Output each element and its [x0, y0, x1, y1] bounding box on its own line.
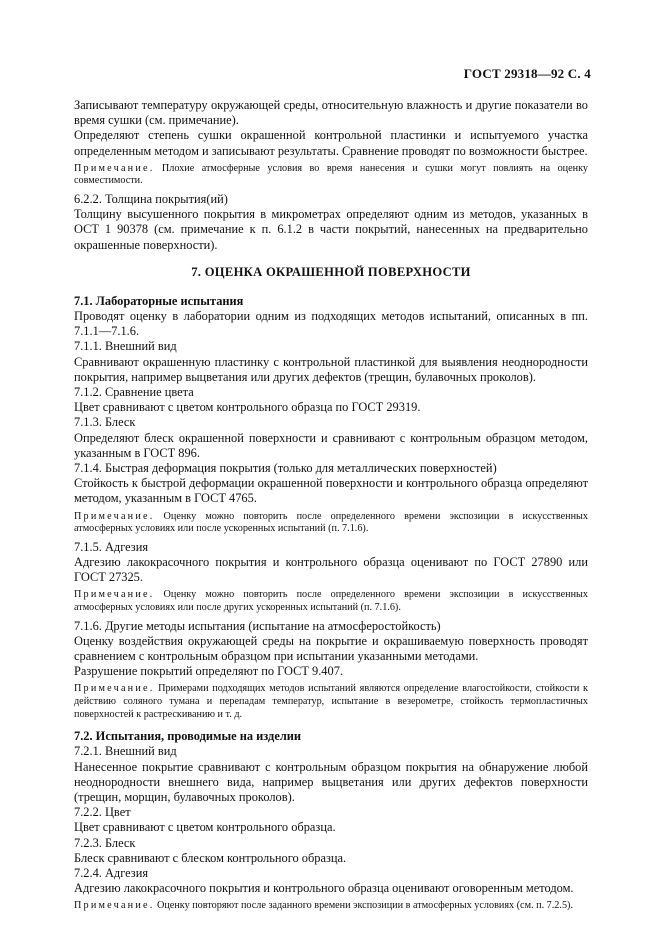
body-paragraph: Записывают температуру окружающей среды, относительную влажность и другие показатели во время сушки (см. примечание).	[74, 98, 588, 128]
section-title: 7. ОЦЕНКА ОКРАШЕННОЙ ПОВЕРХНОСТИ	[191, 264, 471, 279]
body-paragraph: Адгезию лакокрасочного покрытия и контрольного образца оценивают по ГОСТ 27890 или ГОСТ 27325.	[74, 555, 588, 585]
body-paragraph: Блеск сравнивают с блеском контрольного образца.	[74, 850, 347, 865]
note-label: Примечание.	[74, 683, 155, 695]
clause-heading: 7.1.5. Адгезия	[74, 539, 149, 554]
body-paragraph: Проводят оценку в лаборатории одним из подходящих методов испытаний, описанных в пп. 7.1.1—7.1.6.	[74, 309, 588, 339]
clause-heading: 6.2.2. Толщина покрытия(ий)	[74, 192, 228, 206]
clause-heading: 7.2.2. Цвет	[74, 805, 131, 820]
note-text: Оценку можно повторить после определенного времени экспозиции в искусственных атмосферных условиях или после ускоренных испытаний (п. 7.1.6).	[74, 510, 588, 535]
page-header: ГОСТ 29318—92 С. 4	[463, 66, 591, 81]
body-paragraph: Нанесенное покрытие сравнивают с контрольным образцом покрытия на обнаружение любой неоднородности внешнего вида, например выцветания или других дефектов поверхности (трещин, морщин, булавочных проколов).	[74, 759, 588, 805]
body-paragraph: Стойкость к быстрой деформации окрашенной поверхности и контрольного образца определяют методом, указанным в ГОСТ 4765.	[74, 476, 588, 506]
body-paragraph: Определяют степень сушки окрашенной контрольной пластинки и испытуемого участка определенным методом и записывают результаты. Сравнение проводят по возможности быстрее.	[74, 128, 588, 158]
clause-heading: 7.1.3. Блеск	[74, 415, 136, 430]
clause-heading: 7.1.4. Быстрая деформация покрытия (только для металлических поверхностей)	[74, 461, 497, 476]
note-paragraph	[74, 589, 588, 614]
body-paragraph: Цвет сравнивают с цветом контрольного образца.	[74, 820, 336, 835]
note-text: Плохие атмосферные условия во время нанесения и сушки могут повлиять на оценку совместимости.	[74, 162, 588, 187]
body-paragraph: Толщину высушенного покрытия в микрометрах определяют одним из методов, указанных в ОСТ 1 90378 (см. примечание к п. 6.1.2 в части покрытий, нанесенных на предварительно окрашенные поверхности).	[74, 207, 588, 252]
clause-heading: 7.1.2. Сравнение цвета	[74, 385, 194, 400]
body-paragraph: Оценку воздействия окружающей среды на покрытие и окрашиваемую поверхность проводят сравнением с контрольным образцом при испытании указанными методами.	[74, 633, 588, 664]
note-paragraph	[74, 683, 588, 721]
clause-heading: 7.2.1. Внешний вид	[74, 744, 177, 759]
note-label: Примечание.	[74, 510, 155, 522]
note-label: Примечание.	[74, 589, 155, 601]
note-label: Примечание.	[74, 900, 155, 912]
subsection-heading: 7.1. Лабораторные испытания	[74, 293, 244, 308]
clause-heading: 7.1.1. Внешний вид	[74, 339, 177, 354]
document-body	[74, 98, 588, 917]
subsection-heading: 7.2. Испытания, проводимые на изделии	[74, 729, 302, 744]
clause-heading: 7.1.6. Другие методы испытания (испытание на атмосферостойкость)	[74, 618, 441, 633]
body-paragraph: Разрушение покрытий определяют по ГОСТ 9.407.	[74, 664, 343, 679]
body-paragraph: Определяют блеск окрашенной поверхности и сравнивают с контрольным образцом методом, указанным в ГОСТ 896.	[74, 430, 588, 460]
clause-heading: 7.2.3. Блеск	[74, 835, 136, 850]
body-paragraph: Адгезию лакокрасочного покрытия и контрольного образца оценивают оговоренным методом.	[74, 881, 574, 896]
clause-heading: 7.2.4. Адгезия	[74, 866, 149, 881]
body-paragraph: Цвет сравнивают с цветом контрольного образца по ГОСТ 29319.	[74, 400, 421, 415]
note-paragraph	[74, 163, 588, 188]
note-text: Оценку можно повторить после определенного времени экспозиции в искусственных атмосферных условиях или после других ускоренных испытаний (п. 7.1.6).	[74, 589, 588, 614]
note-label: Примечание.	[74, 162, 155, 174]
note-text: Оценку повторяют после заданного времени экспозиции в атмосферных условиях (см. п. 7.2.5).	[154, 900, 573, 912]
note-paragraph	[74, 900, 588, 913]
note-paragraph	[74, 511, 588, 536]
body-paragraph: Сравнивают окрашенную пластинку с контрольной пластинкой для выявления неоднородности покрытия, например выцветания или других дефектов (трещин, булавочных проколов).	[74, 354, 588, 384]
note-text: Примерами подходящих методов испытаний являются определение влагостойкости, стойкости к действию соляного тумана и перепадам температур, испытание в везерометре, стойкость термопластичных поверхностей к растрескиванию и т. д.	[74, 683, 588, 720]
